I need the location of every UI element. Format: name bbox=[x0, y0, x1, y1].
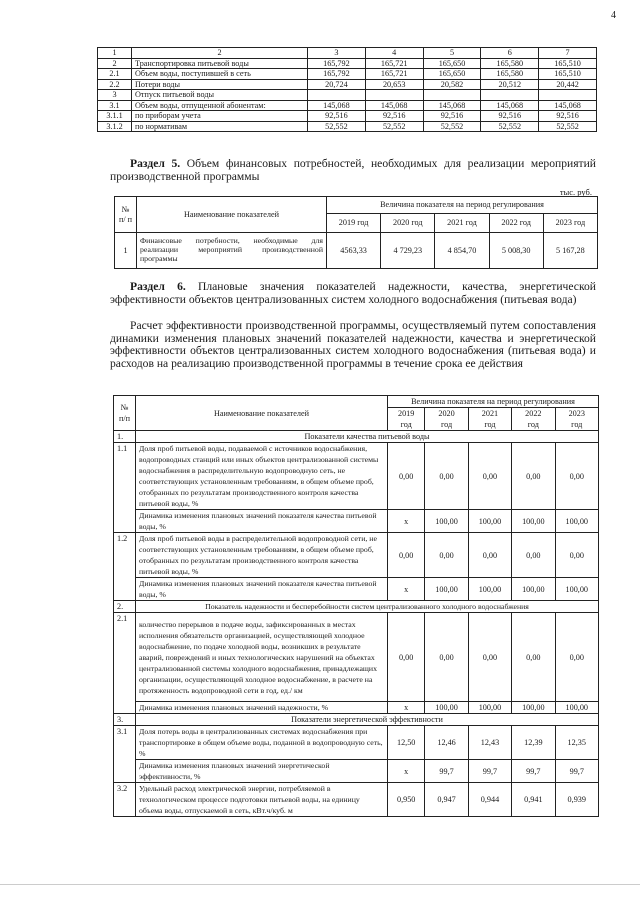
cell-value: 0,00 bbox=[468, 443, 511, 510]
table-row bbox=[114, 613, 599, 702]
cell-value: 52,552 bbox=[308, 121, 366, 132]
cell-value: 145,068 bbox=[539, 100, 597, 111]
cell-value: 100,00 bbox=[555, 702, 598, 714]
cell-value: 165,580 bbox=[481, 58, 539, 69]
section-row bbox=[114, 601, 599, 613]
cell-value: 20,442 bbox=[539, 79, 597, 90]
cell-value: 100,00 bbox=[512, 702, 555, 714]
cell-value: 0,00 bbox=[555, 613, 598, 702]
cell-value bbox=[539, 90, 597, 101]
cell-value bbox=[481, 90, 539, 101]
table-row bbox=[98, 90, 597, 101]
row-number: 1 bbox=[115, 233, 137, 269]
table-row bbox=[98, 111, 597, 122]
table-row bbox=[98, 69, 597, 80]
header-cell: 2 bbox=[132, 48, 308, 59]
section-title: Показатель надежности и бесперебойности систем централизованного холодного водоснабжения bbox=[136, 601, 599, 613]
header-cell-number: № п/ п bbox=[115, 197, 137, 233]
row-name: Потери воды bbox=[132, 79, 308, 90]
section-title: Показатели энергетической эффективности bbox=[136, 714, 599, 726]
section-5-title: Объем финансовых потребностей, необходимых для реализации мероприятий производственной программы bbox=[110, 157, 597, 183]
cell-value: 145,068 bbox=[481, 100, 539, 111]
header-cell-group: Величина показателя на период регулирования bbox=[327, 197, 598, 214]
cell-value: 0,939 bbox=[555, 783, 598, 817]
section-6-title: Плановые значения показателей надежности, качества, энергетической эффективности объектов централизованных систем холодного водоснабжения (питьевая вода) bbox=[110, 280, 596, 306]
table-row bbox=[114, 702, 599, 714]
cell-value: 0,00 bbox=[425, 533, 468, 578]
row-name: Транспортировка питьевой воды bbox=[132, 58, 308, 69]
table-row bbox=[114, 578, 599, 601]
cell-value: 99,7 bbox=[555, 760, 598, 783]
cell-value: х bbox=[388, 578, 425, 601]
section-5-label: Раздел 5. bbox=[130, 157, 181, 170]
year-cell: 2022 год bbox=[489, 214, 543, 233]
cell-value: 92,516 bbox=[481, 111, 539, 122]
header-cell-group: Величина показателя на период регулирования bbox=[388, 396, 599, 408]
page-number: 4 bbox=[611, 10, 616, 21]
cell-value: 12,50 bbox=[388, 726, 425, 760]
cell-value: 52,552 bbox=[423, 121, 481, 132]
cell-value: 145,068 bbox=[308, 100, 366, 111]
cell-value: 0,00 bbox=[555, 533, 598, 578]
table-row bbox=[98, 58, 597, 69]
row-name: Доля потерь воды в централизованных системах водоснабжения при транспортировке в общем объеме воды, поданной в водопроводную сеть, % bbox=[136, 726, 388, 760]
cell-value: 165,650 bbox=[423, 58, 481, 69]
cell-value: 165,792 bbox=[308, 69, 366, 80]
header-cell-number: № п/п bbox=[114, 396, 136, 431]
cell-value: 145,068 bbox=[365, 100, 423, 111]
scan-edge-divider bbox=[0, 884, 640, 885]
cell-value: 100,00 bbox=[425, 510, 468, 533]
cell-value: 20,582 bbox=[423, 79, 481, 90]
cell-value: 12,39 bbox=[512, 726, 555, 760]
row-number: 3 bbox=[98, 90, 132, 101]
row-number: 2 bbox=[98, 58, 132, 69]
cell-value: 20,512 bbox=[481, 79, 539, 90]
cell-value: 165,650 bbox=[423, 69, 481, 80]
section-6-paragraph: Расчет эффективности производственной программы, осуществляемый путем сопоставления динамики изменения плановых значений показателей надежности, качества и энергетической эффективности объектов централизованных систем холодного водоснабжения (питьевая вода) и расходов на реализацию производственной программы в течение срока ее действия bbox=[110, 319, 596, 370]
cell-value: 92,516 bbox=[423, 111, 481, 122]
table-row bbox=[114, 783, 599, 817]
cell-value: х bbox=[388, 760, 425, 783]
table-row bbox=[115, 233, 598, 269]
table-row bbox=[114, 510, 599, 533]
cell-value: 100,00 bbox=[468, 578, 511, 601]
row-name: по приборам учета bbox=[132, 111, 308, 122]
row-name: Доля проб питьевой воды в распределительной водопроводной сети, не соответствующих установленным требованиям, в общем объеме проб, отобранных по результатам производственного контроля качества питьевой воды, % bbox=[136, 533, 388, 578]
cell-value: 0,00 bbox=[468, 613, 511, 702]
cell-value: 0,00 bbox=[425, 613, 468, 702]
cell-value: 165,510 bbox=[539, 69, 597, 80]
cell-value: 0,00 bbox=[512, 443, 555, 510]
cell-value bbox=[308, 90, 366, 101]
cell-value: 99,7 bbox=[512, 760, 555, 783]
table-row bbox=[114, 443, 599, 510]
cell-value: 99,7 bbox=[425, 760, 468, 783]
cell-value: 0,00 bbox=[555, 443, 598, 510]
cell-value: 0,00 bbox=[425, 443, 468, 510]
section-row bbox=[114, 714, 599, 726]
cell-value: 92,516 bbox=[539, 111, 597, 122]
year-cell: 2019 год bbox=[327, 214, 381, 233]
cell-value: х bbox=[388, 702, 425, 714]
cell-value: 100,00 bbox=[555, 578, 598, 601]
year-cell: 2021 год bbox=[468, 408, 511, 431]
unit-label: тыс. руб. bbox=[559, 187, 592, 197]
cell-value: 100,00 bbox=[425, 578, 468, 601]
header-cell: 5 bbox=[423, 48, 481, 59]
row-name: Удельный расход электрической энергии, потребляемой в технологическом процессе подготовки питьевой воды, на единицу объема воды, отпускаемой в сеть, кВт.ч/куб. м bbox=[136, 783, 388, 817]
header-cell-name: Наименование показателей bbox=[137, 197, 327, 233]
cell-value: 0,950 bbox=[388, 783, 425, 817]
row-number: 2. bbox=[114, 601, 136, 613]
cell-value: 4 854,70 bbox=[435, 233, 489, 269]
row-number: 2.1 bbox=[98, 69, 132, 80]
row-name: Динамика изменения плановых значений показателя качества питьевой воды, % bbox=[136, 510, 388, 533]
year-cell: 2020 год bbox=[381, 214, 435, 233]
row-name: Объем воды, поступившей в сеть bbox=[132, 69, 308, 80]
cell-value: 5 167,28 bbox=[543, 233, 597, 269]
cell-value: 165,721 bbox=[365, 69, 423, 80]
row-number: 3.1.1 bbox=[98, 111, 132, 122]
cell-value: 0,00 bbox=[512, 613, 555, 702]
table-row bbox=[98, 79, 597, 90]
row-number: 3. bbox=[114, 714, 136, 726]
cell-value: 100,00 bbox=[425, 702, 468, 714]
section-6-label: Раздел 6. bbox=[130, 280, 186, 293]
cell-value: 99,7 bbox=[468, 760, 511, 783]
cell-value bbox=[365, 90, 423, 101]
row-number: 1. bbox=[114, 431, 136, 443]
header-cell: 6 bbox=[481, 48, 539, 59]
cell-value: х bbox=[388, 510, 425, 533]
year-cell: 2021 год bbox=[435, 214, 489, 233]
cell-value: 0,00 bbox=[388, 613, 425, 702]
cell-value: 100,00 bbox=[468, 510, 511, 533]
row-number: 3.2 bbox=[114, 783, 136, 817]
row-name: Динамика изменения плановых значений показателя качества питьевой воды, % bbox=[136, 578, 388, 601]
row-number: 1.1 bbox=[114, 443, 136, 533]
table-row bbox=[98, 100, 597, 111]
cell-value: 165,721 bbox=[365, 58, 423, 69]
cell-value: 0,00 bbox=[388, 443, 425, 510]
cell-value: 20,653 bbox=[365, 79, 423, 90]
row-name: Динамика изменения плановых значений надежности, % bbox=[136, 702, 388, 714]
row-number: 2.1 bbox=[114, 613, 136, 714]
header-cell: 3 bbox=[308, 48, 366, 59]
cell-value: 0,00 bbox=[468, 533, 511, 578]
table-row bbox=[114, 533, 599, 578]
cell-value: 165,510 bbox=[539, 58, 597, 69]
cell-value: 145,068 bbox=[423, 100, 481, 111]
cell-value: 100,00 bbox=[555, 510, 598, 533]
cell-value: 5 008,30 bbox=[489, 233, 543, 269]
cell-value: 165,580 bbox=[481, 69, 539, 80]
year-cell: 2020 год bbox=[425, 408, 468, 431]
cell-value: 4563,33 bbox=[327, 233, 381, 269]
cell-value: 0,00 bbox=[388, 533, 425, 578]
row-name: Доля проб питьевой воды, подаваемой с источников водоснабжения, водопроводных станций или иных объектов централизованной системы водоснабжения в распределительную водопроводную сеть, не соответствующих установленным требованиям, в общем объеме проб, отобранных по результатам производственного контроля качества питьевой воды, % bbox=[136, 443, 388, 510]
cell-value: 52,552 bbox=[539, 121, 597, 132]
row-name: Динамика изменения плановых значений энергетической эффективности, % bbox=[136, 760, 388, 783]
cell-value: 4 729,23 bbox=[381, 233, 435, 269]
cell-value: 0,941 bbox=[512, 783, 555, 817]
row-number: 3.1 bbox=[114, 726, 136, 783]
section-5-heading bbox=[110, 158, 596, 183]
row-number: 3.1.2 bbox=[98, 121, 132, 132]
header-cell: 7 bbox=[539, 48, 597, 59]
cell-value: 52,552 bbox=[481, 121, 539, 132]
header-cell-name: Наименование показателей bbox=[136, 396, 388, 431]
table-row bbox=[114, 726, 599, 760]
cell-value: 52,552 bbox=[365, 121, 423, 132]
table-row bbox=[98, 121, 597, 132]
water-balance-table bbox=[97, 47, 597, 132]
cell-value: 0,944 bbox=[468, 783, 511, 817]
year-cell: 2019 год bbox=[388, 408, 425, 431]
cell-value: 100,00 bbox=[512, 578, 555, 601]
section-row bbox=[114, 431, 599, 443]
row-name: по нормативам bbox=[132, 121, 308, 132]
cell-value: 20,724 bbox=[308, 79, 366, 90]
table-header-row bbox=[115, 197, 598, 214]
row-name: Отпуск питьевой воды bbox=[132, 90, 308, 101]
table-header-row bbox=[114, 396, 599, 408]
section-title: Показатели качества питьевой воды bbox=[136, 431, 599, 443]
year-cell: 2022 год bbox=[512, 408, 555, 431]
year-cell: 2023 год bbox=[543, 214, 597, 233]
cell-value: 165,792 bbox=[308, 58, 366, 69]
cell-value bbox=[423, 90, 481, 101]
cell-value: 0,00 bbox=[512, 533, 555, 578]
header-cell: 4 bbox=[365, 48, 423, 59]
cell-value: 0,947 bbox=[425, 783, 468, 817]
cell-value: 12,46 bbox=[425, 726, 468, 760]
cell-value: 92,516 bbox=[365, 111, 423, 122]
cell-value: 100,00 bbox=[468, 702, 511, 714]
indicators-table bbox=[113, 395, 599, 817]
section-6-heading bbox=[110, 281, 596, 306]
row-number: 2.2 bbox=[98, 79, 132, 90]
header-cell: 1 bbox=[98, 48, 132, 59]
cell-value: 12,43 bbox=[468, 726, 511, 760]
year-cell: 2023 год bbox=[555, 408, 598, 431]
cell-value: 92,516 bbox=[308, 111, 366, 122]
row-name: количество перерывов в подаче воды, зафиксированных в местах исполнения обязательств организацией, осуществляющей холодное водоснабжение, по подаче холодной воды, возникших в результате аварий, повреждений и иных технологических нарушений на объектах централизованной системы холодного водоснабжения, принадлежащих организации, осуществляющей холодное водоснабжение, в расчете на протяженность водопроводной сети в год, ед./ км bbox=[136, 613, 388, 702]
table-row bbox=[114, 760, 599, 783]
row-number: 3.1 bbox=[98, 100, 132, 111]
row-name: Объем воды, отпущенной абонентам: bbox=[132, 100, 308, 111]
cell-value: 12,35 bbox=[555, 726, 598, 760]
table-header-row bbox=[98, 48, 597, 59]
cell-value: 100,00 bbox=[512, 510, 555, 533]
financial-needs-table bbox=[114, 196, 598, 269]
row-name: Финансовые потребности, необходимые для реализации мероприятий производственной программы bbox=[137, 233, 327, 269]
row-number: 1.2 bbox=[114, 533, 136, 601]
